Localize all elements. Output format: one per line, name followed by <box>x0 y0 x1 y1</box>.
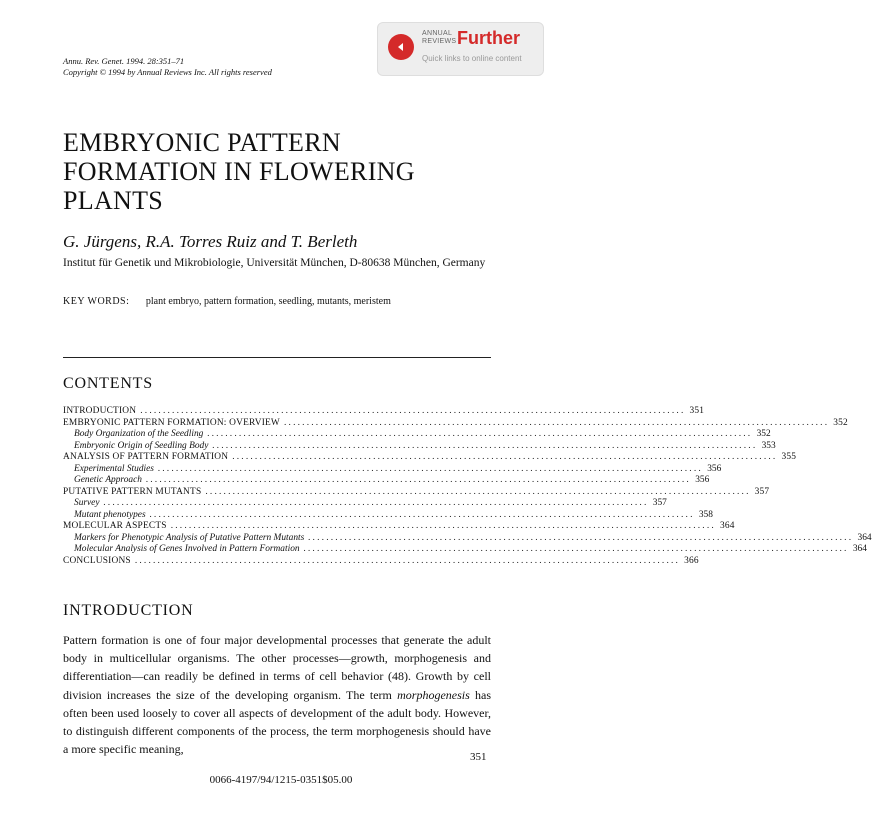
toc-leader-dots: ........................................................................................................................ <box>232 452 778 462</box>
toc-entry-page: 364 <box>719 521 735 531</box>
annual-reviews-further-badge[interactable] <box>377 22 544 76</box>
journal-citation <box>63 56 272 78</box>
article-title: EMBRYONIC PATTERN FORMATION IN FLOWERING PLANTS <box>63 128 415 215</box>
toc-entry[interactable] <box>63 544 867 556</box>
toc-entry-page: 357 <box>754 486 770 497</box>
toc-entry-page: 352 <box>756 429 771 439</box>
toc-leader-dots: ........................................................................................................................ <box>207 429 753 439</box>
toc-leader-dots: ........................................................................................................................ <box>284 417 830 428</box>
article-authors: G. Jürgens, R.A. Torres Ruiz and T. Berleth <box>63 232 358 251</box>
badge-further-word: Further <box>457 28 520 48</box>
toc-entry[interactable] <box>63 452 797 464</box>
toc-entry[interactable] <box>63 475 710 487</box>
paragraph-emphasis: morphogenesis <box>397 687 470 702</box>
toc-entry-title: Embryonic Origin of Seedling Body <box>74 440 209 451</box>
play-arrow-icon <box>388 34 414 60</box>
author-affiliation: Institut für Genetik und Mikrobiologie, Universität München, D-80638 München, Germany <box>63 257 486 269</box>
toc-entry-page: 355 <box>781 452 797 462</box>
paragraph-text-1: Pattern formation is one of four major developmental processes that generate the adult body in multicellular organisms. The other processes—growth, morphogenesis and differentiation—can readily be defined in terms of cell behavior (48). Growth by cell division increases the size of the developing organism. The term <box>63 633 491 702</box>
toc-entry-page: 358 <box>698 509 713 520</box>
toc-entry-title: Experimental Studies <box>74 463 154 474</box>
toc-entry-page: 364 <box>857 532 872 543</box>
toc-leader-dots: ........................................................................................................................ <box>103 498 649 508</box>
toc-entry-title: PUTATIVE PATTERN MUTANTS <box>63 486 202 497</box>
toc-leader-dots: ........................................................................................................................ <box>134 555 681 566</box>
toc-entry[interactable] <box>63 417 848 430</box>
toc-entry-page: 364 <box>852 544 867 554</box>
toc-entry-title: INTRODUCTION <box>63 406 137 416</box>
toc-entry-title: Survey <box>74 498 100 508</box>
citation-line-1: Annu. Rev. Genet. 1994. 28:351–71 <box>63 56 185 66</box>
toc-entry-title: MOLECULAR ASPECTS <box>63 521 167 531</box>
toc-leader-dots: ........................................................................................................................ <box>140 406 686 416</box>
toc-leader-dots: ........................................................................................................................ <box>170 521 716 531</box>
toc-entry[interactable] <box>63 521 735 533</box>
toc-entry[interactable] <box>63 406 705 418</box>
badge-line-1: ANNUAL <box>422 30 453 37</box>
keywords-label: KEY WORDS: <box>63 296 130 307</box>
toc-leader-dots: ........................................................................................................................ <box>205 486 751 497</box>
badge-subtitle: Quick links to online content <box>422 54 522 63</box>
paragraph-text-2: has often been used loosely to cover all aspects of development of the adult body. However, to distinguish different components of the process, the term morphogenesis should have a more specific meaning, <box>63 687 492 757</box>
toc-entry-page: 357 <box>652 498 667 508</box>
section-divider <box>63 357 491 358</box>
toc-entry[interactable] <box>63 429 771 441</box>
toc-entry-page: 356 <box>707 463 722 474</box>
footer-code: 0066-4197/94/1215-0351$05.00 <box>209 774 353 786</box>
toc-leader-dots: ........................................................................................................................ <box>145 475 692 485</box>
contents-heading: CONTENTS <box>63 375 153 392</box>
introduction-heading: INTRODUCTION <box>63 602 194 619</box>
page-number: 351 <box>470 751 487 763</box>
toc-entry[interactable] <box>63 486 770 499</box>
toc-entry[interactable] <box>63 463 722 476</box>
toc-entry-title: Molecular Analysis of Genes Involved in Pattern Formation <box>74 544 300 554</box>
toc-entry-title: ANALYSIS OF PATTERN FORMATION <box>63 452 229 462</box>
table-of-contents <box>63 406 872 567</box>
toc-entry[interactable] <box>63 440 776 453</box>
toc-entry-page: 366 <box>684 555 699 566</box>
keywords-list: plant embryo, pattern formation, seedling, mutants, meristem <box>145 296 391 307</box>
badge-publisher <box>422 30 456 46</box>
toc-leader-dots: ........................................................................................................................ <box>157 463 704 474</box>
toc-leader-dots: ........................................................................................................................ <box>303 544 849 554</box>
toc-entry-title: Body Organization of the Seedling <box>74 429 204 439</box>
toc-entry[interactable] <box>63 555 699 568</box>
introduction-paragraph <box>63 631 491 758</box>
toc-leader-dots: ........................................................................................................................ <box>212 440 758 451</box>
toc-entry-page: 352 <box>833 417 848 428</box>
toc-entry-title: Mutant phenotypes <box>74 509 146 520</box>
toc-entry-page: 356 <box>695 475 710 485</box>
toc-entry-title: Markers for Phenotypic Analysis of Putative Pattern Mutants <box>74 532 305 543</box>
toc-entry-page: 353 <box>761 440 776 451</box>
badge-line-2: REVIEWS <box>422 38 457 45</box>
toc-entry-page: 351 <box>689 406 705 416</box>
toc-entry-title: CONCLUSIONS <box>63 555 131 566</box>
toc-entry-title: Genetic Approach <box>74 475 142 485</box>
toc-entry-title: EMBRYONIC PATTERN FORMATION: OVERVIEW <box>63 417 280 428</box>
citation-line-2: Copyright © 1994 by Annual Reviews Inc. All rights reserved <box>63 67 272 77</box>
toc-entry[interactable] <box>63 509 713 522</box>
toc-entry[interactable] <box>63 498 667 510</box>
keywords-line <box>63 296 391 307</box>
toc-entry[interactable] <box>63 532 872 545</box>
toc-leader-dots: ........................................................................................................................ <box>308 532 854 543</box>
toc-leader-dots: ........................................................................................................................ <box>149 509 695 520</box>
